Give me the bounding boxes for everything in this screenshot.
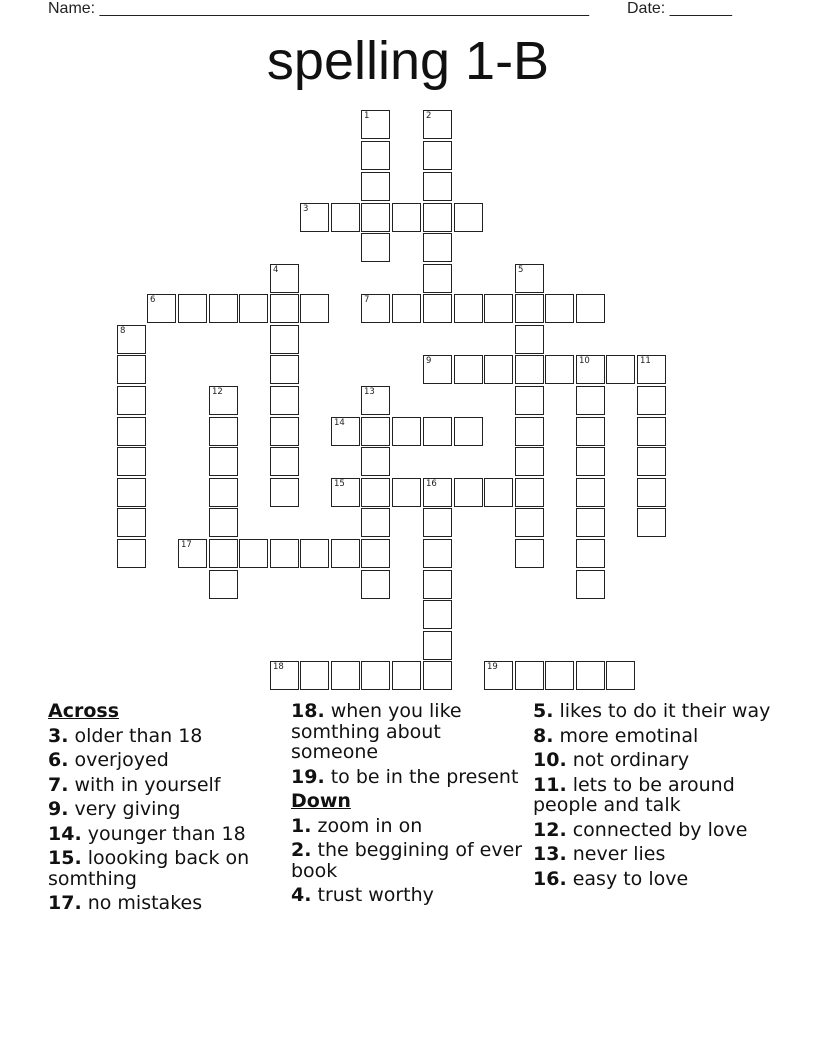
crossword-cell[interactable] — [117, 478, 146, 507]
crossword-cell[interactable] — [361, 172, 390, 201]
across-clue: 18. when you like somthing about someone — [291, 700, 462, 763]
cell-number: 12 — [212, 387, 223, 397]
cell-number: 14 — [334, 418, 345, 428]
crossword-cell[interactable] — [515, 325, 544, 354]
crossword-cell[interactable] — [515, 661, 544, 690]
crossword-cell[interactable] — [361, 539, 390, 568]
crossword-cell[interactable] — [209, 508, 238, 537]
down-clue: 5. likes to do it their way — [533, 700, 771, 722]
crossword-cell[interactable] — [576, 661, 605, 690]
crossword-cell[interactable] — [270, 294, 299, 323]
crossword-cell[interactable] — [270, 386, 299, 415]
down-clue: 10. not ordinary — [533, 749, 690, 771]
crossword-cell[interactable] — [576, 417, 605, 446]
crossword-cell[interactable] — [239, 294, 268, 323]
crossword-cell[interactable] — [423, 508, 452, 537]
down-clue: 1. zoom in on — [291, 814, 423, 837]
cell-number: 11 — [640, 356, 651, 366]
down-clue: 12. connected by love — [533, 818, 748, 841]
cell-number: 19 — [487, 662, 498, 672]
crossword-cell[interactable] — [423, 172, 452, 201]
crossword-cell[interactable] — [361, 508, 390, 537]
across-clue: 3. older than 18 — [48, 724, 203, 747]
crossword-cell[interactable] — [637, 417, 666, 446]
cell-number: 18 — [273, 662, 284, 672]
across-clue: 7. with in yourself — [48, 773, 221, 796]
down-clue: 16. easy to love — [533, 867, 689, 890]
crossword-cell[interactable] — [270, 355, 299, 384]
crossword-cell[interactable] — [361, 141, 390, 170]
crossword-cell[interactable] — [515, 294, 544, 323]
crossword-cell[interactable] — [515, 478, 544, 507]
crossword-cell[interactable] — [117, 539, 146, 568]
crossword-cell[interactable] — [515, 447, 544, 476]
crossword-cell[interactable] — [361, 447, 390, 476]
crossword-cell[interactable] — [117, 447, 146, 476]
crossword-cell[interactable] — [392, 294, 421, 323]
across-heading: Across — [48, 700, 120, 722]
crossword-cell[interactable] — [209, 447, 238, 476]
crossword-cell[interactable] — [637, 508, 666, 537]
crossword-cell[interactable] — [454, 478, 483, 507]
clue-column-2 — [291, 701, 526, 910]
crossword-cell[interactable] — [331, 203, 360, 232]
across-clue: 14. younger than 18 — [48, 822, 246, 845]
crossword-cell[interactable] — [515, 386, 544, 415]
crossword-cell[interactable] — [484, 478, 513, 507]
crossword-cell[interactable] — [637, 386, 666, 415]
crossword-cell[interactable] — [454, 294, 483, 323]
down-heading: Down — [291, 790, 351, 812]
crossword-cell[interactable] — [361, 661, 390, 690]
crossword-cell[interactable] — [209, 570, 238, 599]
crossword-cell[interactable] — [576, 508, 605, 537]
crossword-cell[interactable] — [270, 325, 299, 354]
crossword-cell[interactable] — [331, 661, 360, 690]
crossword-cell[interactable] — [545, 661, 574, 690]
across-clue: 9. very giving — [48, 798, 181, 820]
crossword-cell[interactable] — [423, 203, 452, 232]
crossword-cell[interactable] — [454, 417, 483, 446]
down-clue: 8. more emotinal — [533, 724, 699, 747]
cell-number: 4 — [273, 265, 279, 275]
across-clue: 17. no mistakes — [48, 892, 203, 914]
crossword-cell[interactable] — [545, 355, 574, 384]
crossword-cell[interactable] — [423, 539, 452, 568]
crossword-cell[interactable] — [576, 478, 605, 507]
cell-number: 13 — [364, 387, 375, 397]
cell-number: 5 — [518, 265, 524, 275]
crossword-cell[interactable] — [423, 661, 452, 690]
crossword-cell[interactable] — [576, 539, 605, 568]
crossword-cell[interactable] — [300, 539, 329, 568]
clue-column-1 — [48, 701, 283, 918]
crossword-cell[interactable] — [117, 386, 146, 415]
cell-number: 6 — [150, 295, 156, 305]
crossword-cell[interactable] — [576, 294, 605, 323]
down-clue: 2. the beggining of ever book — [291, 839, 523, 882]
page-title: spelling 1-B — [266, 31, 550, 91]
crossword-cell[interactable] — [209, 417, 238, 446]
crossword-cell[interactable] — [392, 417, 421, 446]
cell-number: 2 — [426, 111, 432, 121]
clue-column-3 — [533, 701, 773, 893]
crossword-cell[interactable] — [331, 539, 360, 568]
crossword-cell[interactable] — [515, 355, 544, 384]
crossword-cell[interactable] — [545, 294, 574, 323]
cell-number: 1 — [364, 111, 370, 121]
crossword-cell[interactable] — [117, 508, 146, 537]
cell-number: 17 — [181, 540, 192, 550]
name-field-label: Name: _______________________________________________________ — [48, 0, 589, 17]
down-clue: 11. lets to be around people and talk — [533, 773, 735, 816]
cell-number: 16 — [426, 479, 437, 489]
crossword-cell[interactable] — [209, 478, 238, 507]
down-clue: 13. never lies — [533, 843, 666, 865]
crossword-cell[interactable] — [576, 447, 605, 476]
crossword-cell[interactable] — [361, 203, 390, 232]
crossword-cell[interactable] — [361, 478, 390, 507]
crossword-cell[interactable] — [423, 233, 452, 262]
crossword-cell[interactable] — [606, 355, 635, 384]
crossword-cell[interactable] — [454, 203, 483, 232]
crossword-cell[interactable] — [423, 141, 452, 170]
crossword-cell[interactable] — [117, 417, 146, 446]
across-clue: 6. overjoyed — [48, 749, 169, 771]
crossword-cell[interactable] — [300, 661, 329, 690]
crossword-cell[interactable] — [606, 661, 635, 690]
crossword-cell[interactable] — [423, 600, 452, 629]
crossword-cell[interactable] — [423, 264, 452, 293]
crossword-cell[interactable] — [178, 294, 207, 323]
crossword-cell[interactable] — [392, 661, 421, 690]
crossword-cell[interactable] — [361, 570, 390, 599]
crossword-cell[interactable] — [209, 294, 238, 323]
crossword-cell[interactable] — [209, 539, 238, 568]
crossword-cell[interactable] — [515, 508, 544, 537]
crossword-cell[interactable] — [361, 417, 390, 446]
crossword-cell[interactable] — [117, 355, 146, 384]
crossword-cell[interactable] — [637, 447, 666, 476]
crossword-cell[interactable] — [454, 355, 483, 384]
cell-number: 7 — [364, 295, 370, 305]
crossword-cell[interactable] — [270, 417, 299, 446]
crossword-cell[interactable] — [637, 478, 666, 507]
crossword-cell[interactable] — [270, 447, 299, 476]
crossword-cell[interactable] — [392, 203, 421, 232]
cell-number: 8 — [120, 326, 126, 336]
crossword-cell[interactable] — [423, 294, 452, 323]
crossword-cell[interactable] — [484, 294, 513, 323]
crossword-cell[interactable] — [515, 539, 544, 568]
down-clue: 4. trust worthy — [291, 884, 434, 906]
across-clue: 19. to be in the present — [291, 765, 519, 788]
crossword-cell[interactable] — [423, 631, 452, 660]
date-field-label: Date: _______ — [627, 0, 732, 17]
crossword-cell[interactable] — [484, 355, 513, 384]
crossword-cell[interactable] — [270, 539, 299, 568]
cell-number: 9 — [426, 356, 432, 366]
crossword-cell[interactable] — [239, 539, 268, 568]
crossword-cell[interactable] — [423, 417, 452, 446]
crossword-cell[interactable] — [300, 294, 329, 323]
cell-number: 15 — [334, 479, 345, 489]
crossword-cell[interactable] — [392, 478, 421, 507]
cell-number: 10 — [579, 356, 590, 366]
crossword-cell[interactable] — [576, 570, 605, 599]
crossword-cell[interactable] — [423, 570, 452, 599]
cell-number: 3 — [303, 204, 309, 214]
crossword-cell[interactable] — [576, 386, 605, 415]
crossword-cell[interactable] — [270, 478, 299, 507]
crossword-cell[interactable] — [515, 417, 544, 446]
across-clue: 15. loooking back on somthing — [48, 847, 250, 890]
crossword-cell[interactable] — [361, 233, 390, 262]
